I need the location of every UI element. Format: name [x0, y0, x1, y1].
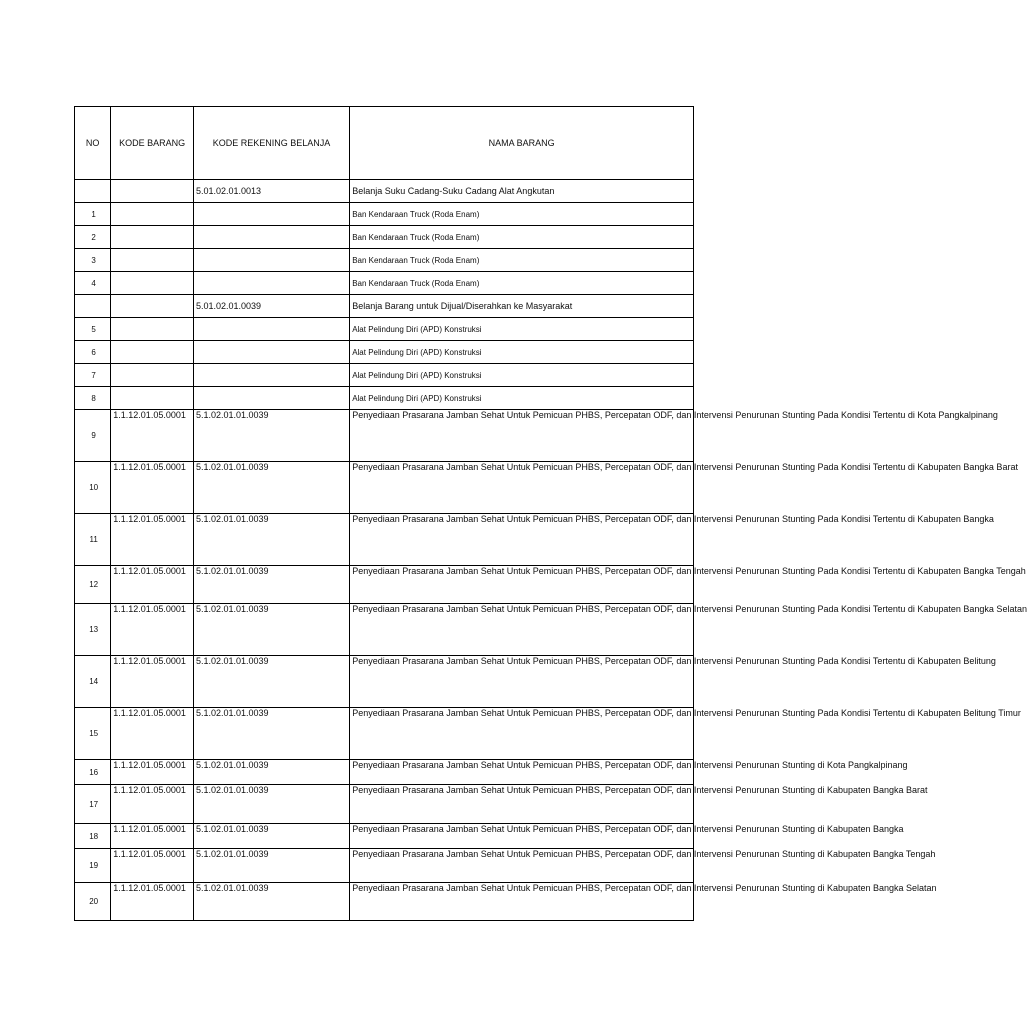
cell-nama-barang: Ban Kendaraan Truck (Roda Enam) [350, 249, 694, 272]
cell-kode-barang [111, 249, 194, 272]
table-row [75, 341, 694, 364]
cell-kode-rekening: 5.1.02.01.01.0039 [193, 604, 349, 656]
cell-nama-barang: Penyediaan Prasarana Jamban Sehat Untuk Pemicuan PHBS, Percepatan ODF, dan Intervensi Penurunan Stunting di Kabupaten Bangka Selatan [350, 883, 694, 921]
cell-kode-barang [111, 364, 194, 387]
table-row [75, 708, 694, 760]
cell-no: 16 [75, 760, 111, 785]
table-row [75, 203, 694, 226]
cell-kode-barang: 1.1.12.01.05.0001 [111, 785, 194, 824]
table-row [75, 824, 694, 849]
cell-kode-barang: 1.1.12.01.05.0001 [111, 760, 194, 785]
cell-nama-barang: Alat Pelindung Diri (APD) Konstruksi [350, 364, 694, 387]
cell-kode-rekening [193, 318, 349, 341]
cell-nama-barang: Belanja Barang untuk Dijual/Diserahkan ke Masyarakat [350, 295, 694, 318]
cell-kode-rekening: 5.01.02.01.0039 [193, 295, 349, 318]
cell-kode-barang: 1.1.12.01.05.0001 [111, 708, 194, 760]
cell-nama-barang: Penyediaan Prasarana Jamban Sehat Untuk Pemicuan PHBS, Percepatan ODF, dan Intervensi Penurunan Stunting Pada Kondisi Tertentu di Kabupaten Bangka Tengah [350, 566, 694, 604]
cell-kode-barang: 1.1.12.01.05.0001 [111, 514, 194, 566]
cell-kode-barang: 1.1.12.01.05.0001 [111, 566, 194, 604]
cell-nama-barang: Alat Pelindung Diri (APD) Konstruksi [350, 387, 694, 410]
table-row [75, 462, 694, 514]
cell-kode-rekening: 5.1.02.01.01.0039 [193, 410, 349, 462]
table-row [75, 249, 694, 272]
cell-kode-barang: 1.1.12.01.05.0001 [111, 849, 194, 883]
cell-no: 6 [75, 341, 111, 364]
cell-no: 7 [75, 364, 111, 387]
col-header-no: NO [75, 107, 111, 180]
cell-no: 14 [75, 656, 111, 708]
col-header-kode-barang: KODE BARANG [111, 107, 194, 180]
cell-kode-barang [111, 387, 194, 410]
table-row [75, 785, 694, 824]
cell-nama-barang: Penyediaan Prasarana Jamban Sehat Untuk Pemicuan PHBS, Percepatan ODF, dan Intervensi Penurunan Stunting di Kabupaten Bangka Tengah [350, 849, 694, 883]
table-row [75, 656, 694, 708]
items-table [74, 106, 1027, 921]
cell-kode-rekening [193, 364, 349, 387]
cell-no [75, 180, 111, 203]
cell-no: 18 [75, 824, 111, 849]
cell-kode-rekening [193, 226, 349, 249]
cell-kode-rekening [193, 387, 349, 410]
cell-kode-rekening [193, 272, 349, 295]
cell-nama-barang: Ban Kendaraan Truck (Roda Enam) [350, 272, 694, 295]
cell-kode-rekening: 5.1.02.01.01.0039 [193, 462, 349, 514]
cell-kode-barang [111, 203, 194, 226]
table-row [75, 514, 694, 566]
col-header-kode-rekening: KODE REKENING BELANJA [193, 107, 349, 180]
cell-kode-barang [111, 226, 194, 249]
cell-nama-barang: Penyediaan Prasarana Jamban Sehat Untuk Pemicuan PHBS, Percepatan ODF, dan Intervensi Penurunan Stunting Pada Kondisi Tertentu di Kabupaten Bangka Barat [350, 462, 694, 514]
cell-nama-barang: Penyediaan Prasarana Jamban Sehat Untuk Pemicuan PHBS, Percepatan ODF, dan Intervensi Penurunan Stunting di Kabupaten Bangka Barat [350, 785, 694, 824]
cell-kode-rekening [193, 341, 349, 364]
cell-nama-barang: Belanja Suku Cadang-Suku Cadang Alat Angkutan [350, 180, 694, 203]
cell-kode-barang: 1.1.12.01.05.0001 [111, 824, 194, 849]
cell-no: 17 [75, 785, 111, 824]
cell-no: 1 [75, 203, 111, 226]
table-row [75, 566, 694, 604]
cell-no: 9 [75, 410, 111, 462]
cell-kode-rekening: 5.1.02.01.01.0039 [193, 785, 349, 824]
table-row [75, 387, 694, 410]
col-header-nama-barang: NAMA BARANG [350, 107, 694, 180]
table-row [75, 849, 694, 883]
cell-kode-barang: 1.1.12.01.05.0001 [111, 883, 194, 921]
category-row [75, 180, 694, 203]
cell-kode-rekening: 5.1.02.01.01.0039 [193, 566, 349, 604]
table-row [75, 604, 694, 656]
cell-nama-barang: Penyediaan Prasarana Jamban Sehat Untuk Pemicuan PHBS, Percepatan ODF, dan Intervensi Penurunan Stunting di Kabupaten Bangka [350, 824, 694, 849]
cell-no: 11 [75, 514, 111, 566]
cell-no: 12 [75, 566, 111, 604]
cell-nama-barang: Penyediaan Prasarana Jamban Sehat Untuk Pemicuan PHBS, Percepatan ODF, dan Intervensi Penurunan Stunting Pada Kondisi Tertentu di Kota Pangkalpinang [350, 410, 694, 462]
cell-kode-barang: 1.1.12.01.05.0001 [111, 656, 194, 708]
cell-kode-barang [111, 295, 194, 318]
table-row [75, 272, 694, 295]
cell-no: 13 [75, 604, 111, 656]
table-row [75, 760, 694, 785]
cell-no: 15 [75, 708, 111, 760]
cell-kode-rekening: 5.1.02.01.01.0039 [193, 883, 349, 921]
cell-kode-barang [111, 180, 194, 203]
cell-kode-barang: 1.1.12.01.05.0001 [111, 462, 194, 514]
category-row [75, 295, 694, 318]
cell-no: 20 [75, 883, 111, 921]
cell-no: 3 [75, 249, 111, 272]
table-row [75, 883, 694, 921]
cell-nama-barang: Ban Kendaraan Truck (Roda Enam) [350, 226, 694, 249]
cell-no: 5 [75, 318, 111, 341]
cell-nama-barang: Penyediaan Prasarana Jamban Sehat Untuk Pemicuan PHBS, Percepatan ODF, dan Intervensi Penurunan Stunting Pada Kondisi Tertentu di Kabupaten Belitung [350, 656, 694, 708]
cell-nama-barang: Penyediaan Prasarana Jamban Sehat Untuk Pemicuan PHBS, Percepatan ODF, dan Intervensi Penurunan Stunting Pada Kondisi Tertentu di Kabupaten Bangka Selatan [350, 604, 694, 656]
table-row [75, 226, 694, 249]
cell-nama-barang: Penyediaan Prasarana Jamban Sehat Untuk Pemicuan PHBS, Percepatan ODF, dan Intervensi Penurunan Stunting Pada Kondisi Tertentu di Kabupaten Belitung Timur [350, 708, 694, 760]
cell-nama-barang: Alat Pelindung Diri (APD) Konstruksi [350, 341, 694, 364]
header-row [75, 107, 694, 180]
table-row [75, 364, 694, 387]
cell-kode-rekening: 5.1.02.01.01.0039 [193, 849, 349, 883]
cell-no: 10 [75, 462, 111, 514]
cell-kode-rekening: 5.1.02.01.01.0039 [193, 708, 349, 760]
cell-kode-rekening: 5.1.02.01.01.0039 [193, 824, 349, 849]
cell-no: 2 [75, 226, 111, 249]
cell-kode-rekening: 5.1.02.01.01.0039 [193, 760, 349, 785]
cell-no: 8 [75, 387, 111, 410]
cell-kode-rekening: 5.1.02.01.01.0039 [193, 656, 349, 708]
cell-kode-rekening: 5.1.02.01.01.0039 [193, 514, 349, 566]
cell-nama-barang: Penyediaan Prasarana Jamban Sehat Untuk Pemicuan PHBS, Percepatan ODF, dan Intervensi Penurunan Stunting Pada Kondisi Tertentu di Kabupaten Bangka [350, 514, 694, 566]
cell-kode-rekening [193, 203, 349, 226]
cell-kode-barang [111, 272, 194, 295]
cell-kode-barang: 1.1.12.01.05.0001 [111, 604, 194, 656]
table-row [75, 410, 694, 462]
cell-nama-barang: Penyediaan Prasarana Jamban Sehat Untuk Pemicuan PHBS, Percepatan ODF, dan Intervensi Penurunan Stunting di Kota Pangkalpinang [350, 760, 694, 785]
cell-kode-barang: 1.1.12.01.05.0001 [111, 410, 194, 462]
cell-no [75, 295, 111, 318]
cell-no: 19 [75, 849, 111, 883]
cell-kode-rekening [193, 249, 349, 272]
cell-nama-barang: Ban Kendaraan Truck (Roda Enam) [350, 203, 694, 226]
cell-nama-barang: Alat Pelindung Diri (APD) Konstruksi [350, 318, 694, 341]
cell-kode-barang [111, 341, 194, 364]
cell-kode-rekening: 5.01.02.01.0013 [193, 180, 349, 203]
table-row [75, 318, 694, 341]
cell-kode-barang [111, 318, 194, 341]
cell-no: 4 [75, 272, 111, 295]
